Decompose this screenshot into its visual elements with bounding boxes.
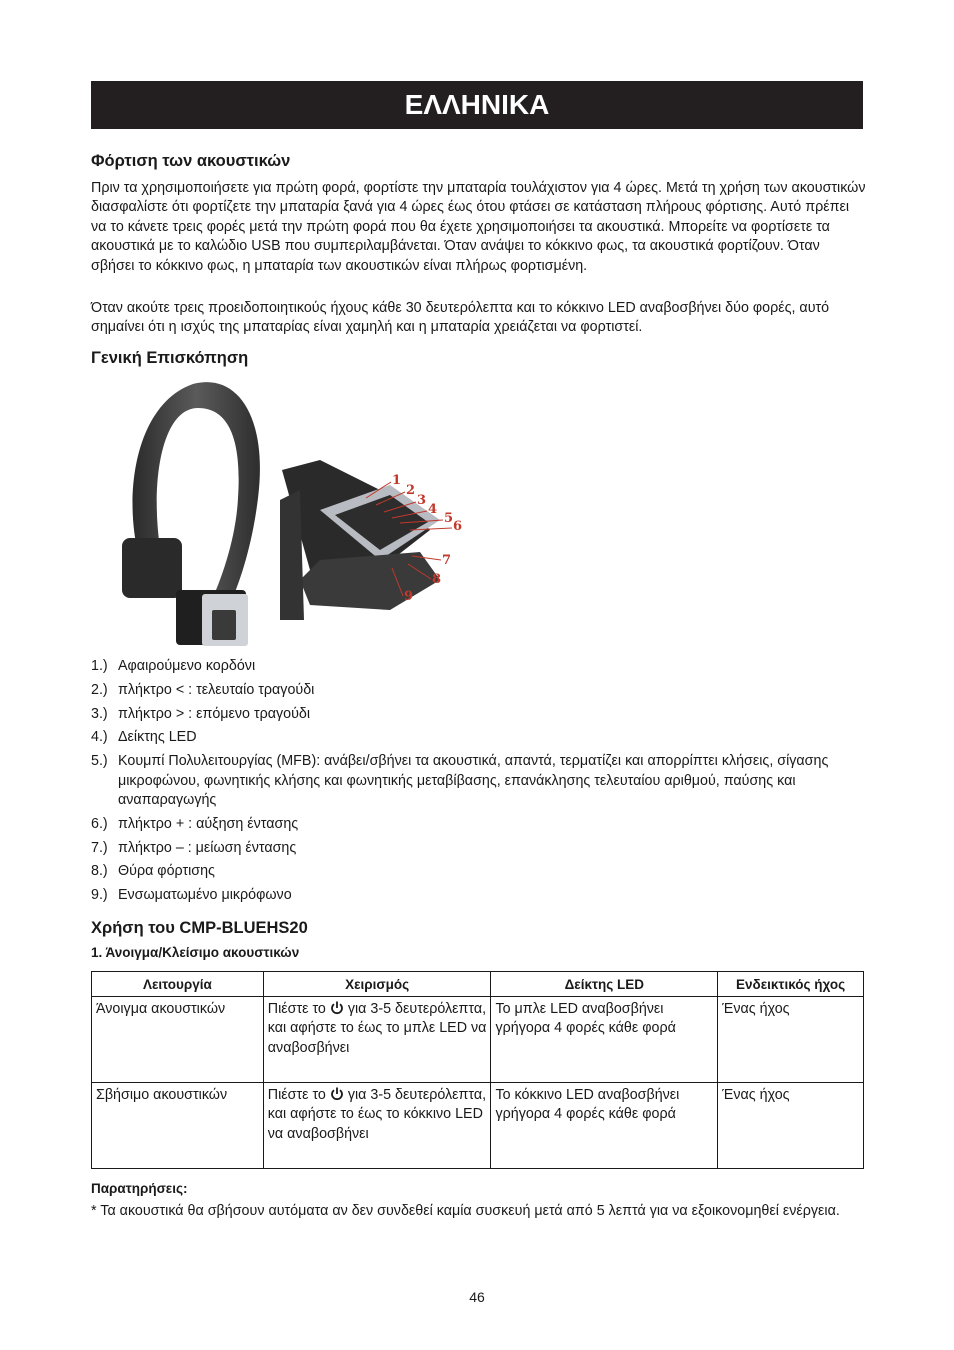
table-header-row bbox=[92, 972, 864, 997]
headset-photo bbox=[118, 378, 270, 652]
headset-closeup-photo bbox=[280, 460, 466, 620]
table-row bbox=[92, 1083, 864, 1169]
list-item: 2.) πλήκτρο < : τελευταίο τραγούδι bbox=[91, 681, 315, 698]
language-banner: ΕΛΛΗΝΙΚΑ bbox=[91, 81, 863, 129]
callout-4: 4 bbox=[428, 502, 438, 517]
list-item: 5.) Κουμπί Πολυλειτουργίας (MFB): ανάβει/σβήνει τα ακουστικά, απαντά, τερματίζει και απορρίπτει κλήσεις, σίγασης μικροφώνου, φωνητικής κλήσης και φωνητικής μεταβίβασης, επανάκλησης τελευταίου αριθμού, παύσης και αναπαραγωγής bbox=[91, 753, 829, 808]
usage-heading: Χρήση του CMP-BLUEHS20 bbox=[91, 919, 308, 937]
cell-led: Το μπλε LED αναβοσβήνει γρήγορα 4 φορές κάθε φορά bbox=[491, 997, 718, 1083]
power-icon bbox=[330, 1087, 344, 1101]
list-item: 3.) πλήκτρο > : επόμενο τραγούδι bbox=[91, 705, 311, 722]
overview-list bbox=[91, 657, 866, 910]
callout-1: 1 bbox=[392, 473, 402, 488]
notes-title: Παρατηρήσεις: bbox=[91, 1181, 188, 1196]
callout-7: 7 bbox=[442, 553, 452, 568]
page-number: 46 bbox=[469, 1289, 485, 1305]
overview-heading: Γενική Επισκόπηση bbox=[91, 349, 249, 367]
list-item: 1.) Αφαιρούμενο κορδόνι bbox=[91, 658, 256, 674]
charging-paragraph-2: Όταν ακούτε τρεις προειδοποιητικούς ήχους κάθε 30 δευτερόλεπτα και το κόκκινο LED αναβοσβήνει δύο φορές, αυτό σημαίνει ότι η ισχύς της μπαταρίας είναι χαμηλή και η μπαταρία χρειάζεται να φορτιστεί. bbox=[91, 300, 830, 336]
callout-2: 2 bbox=[406, 483, 416, 498]
table-row bbox=[92, 997, 864, 1083]
list-item: 6.) πλήκτρο + : αύξηση έντασης bbox=[91, 815, 299, 832]
callout-3: 3 bbox=[417, 493, 427, 508]
cell-function: Άνοιγμα ακουστικών bbox=[92, 997, 264, 1083]
callout-8: 8 bbox=[432, 572, 442, 587]
cell-operation: Πιέστε το για 3-5 δευτερόλεπτα, και αφήστε το έως το μπλε LED να αναβοσβήνει bbox=[263, 997, 491, 1083]
cell-sound: Ένας ήχος bbox=[718, 1083, 864, 1169]
note-text: * Τα ακουστικά θα σβήσουν αυτόματα αν δεν συνδεθεί καμία συσκευή μετά από 5 λεπτά για να εξοικονομηθεί ενέργεια. bbox=[91, 1203, 840, 1219]
col-header-sound: Ενδεικτικός ήχος bbox=[718, 972, 864, 997]
cell-led: Το κόκκινο LED αναβοσβήνει γρήγορα 4 φορές κάθε φορά bbox=[491, 1083, 718, 1169]
list-item: 7.) πλήκτρο – : μείωση έντασης bbox=[91, 839, 297, 856]
col-header-operation: Χειρισμός bbox=[263, 972, 491, 997]
power-icon bbox=[330, 1001, 344, 1015]
col-header-led: Δείκτης LED bbox=[491, 972, 718, 997]
cell-operation: Πιέστε το για 3-5 δευτερόλεπτα, και αφήστε το έως το κόκκινο LED να αναβοσβήνει bbox=[263, 1083, 491, 1169]
charging-heading: Φόρτιση των ακουστικών bbox=[91, 152, 291, 170]
callout-5: 5 bbox=[444, 511, 454, 526]
list-item: 9.) Ενσωματωμένο μικρόφωνο bbox=[91, 887, 292, 904]
cell-function: Σβήσιμο ακουστικών bbox=[92, 1083, 264, 1169]
callout-9: 9 bbox=[404, 589, 414, 604]
list-item: 4.) Δείκτης LED bbox=[91, 729, 197, 746]
cell-sound: Ένας ήχος bbox=[718, 997, 864, 1083]
list-item: 8.) Θύρα φόρτισης bbox=[91, 863, 215, 880]
power-table bbox=[91, 971, 864, 1169]
usage-subheading: 1. Άνοιγμα/Κλείσιμο ακουστικών bbox=[91, 945, 300, 960]
charging-paragraph-1: Πριν τα χρησιμοποιήσετε για πρώτη φορά, φορτίστε την μπαταρία τουλάχιστον για 4 ώρες. Μετά τη χρήση των ακουστικών διασφαλίστε ότι φορτίζετε την μπαταρία ξανά για 4 ώρες έως ότου φτάσει σε κατάσταση πλήρους φόρτισης. Αυτό πρέπει να το κάνετε τρεις φορές μετά την πρώτη φορά που θα έχετε χρησιμοποιήσει τα ακουστικά. Μπορείτε να φορτίσετε τα ακουστικά με το καλώδιο USB που συμπεριλαμβάνεται. Όταν ανάψει το κόκκινο φως, τα ακουστικά φορτίζουν. Όταν σβήσει το κόκκινο φως, η μπαταρία των ακουστικών είναι πλήρως φορτισμένη. bbox=[91, 180, 866, 274]
callout-6: 6 bbox=[453, 519, 463, 534]
col-header-function: Λειτουργία bbox=[92, 972, 264, 997]
